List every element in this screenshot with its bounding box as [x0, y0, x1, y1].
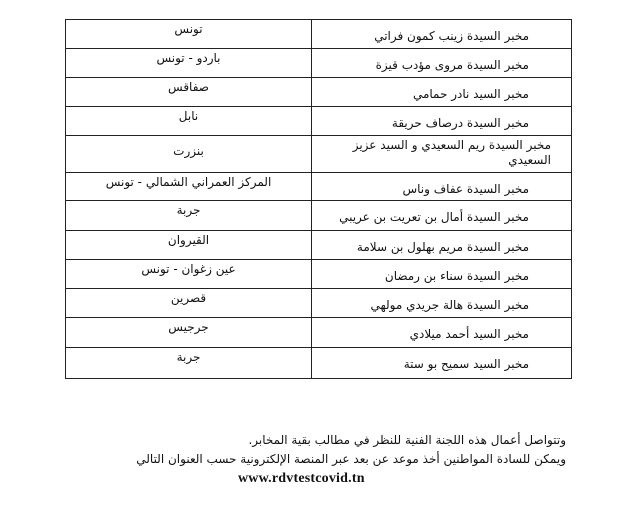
city-cell: نابل [66, 107, 312, 136]
table-row [66, 289, 572, 318]
lab-cell: مخبر السيدة عفاف وناس [312, 173, 572, 201]
lab-cell: مخبر السيدة هالة جريدي مولهي [312, 289, 572, 318]
note-appointment: ويمكن للسادة المواطنين أخذ موعد عن بعد عبر المنصة الإلكترونية حسب العنوان التالي [136, 452, 566, 466]
lab-cell: مخبر السيدة زينب كمون فراتي [312, 20, 572, 49]
table-row [66, 173, 572, 201]
labs-table-body [66, 20, 572, 379]
lab-cell: مخبر السيدة مريم بهلول بن سلامة [312, 231, 572, 260]
city-cell: صفاقس [66, 78, 312, 107]
city-cell: جربة [66, 201, 312, 231]
city-cell: قصرين [66, 289, 312, 318]
labs-table [65, 19, 572, 379]
lab-cell: مخبر السيدة أمال بن تعريت بن عريبي [312, 201, 572, 231]
website-link[interactable]: www.rdvtestcovid.tn [238, 471, 365, 486]
city-cell: باردو - تونس [66, 49, 312, 78]
lab-cell: مخبر السيدة سناء بن رمضان [312, 260, 572, 289]
city-cell: عين زغوان - تونس [66, 260, 312, 289]
lab-cell: مخبر السيد سميح بو ستة [312, 348, 572, 379]
table-row [66, 49, 572, 78]
lab-cell: مخبر السيدة مروى مؤدب قيزة [312, 49, 572, 78]
city-cell: المركز العمراني الشمالي - تونس [66, 173, 312, 201]
city-cell: جرجيس [66, 318, 312, 348]
table-row [66, 348, 572, 379]
lab-cell: مخبر السيد نادر حمامي [312, 78, 572, 107]
city-cell: تونس [66, 20, 312, 49]
lab-cell: مخبر السيدة ريم السعيدي و السيد عزيز السعيدي [312, 136, 572, 173]
table-row [66, 231, 572, 260]
table-row [66, 107, 572, 136]
table-row [66, 318, 572, 348]
table-row [66, 136, 572, 173]
lab-cell: مخبر السيدة درصاف حريقة [312, 107, 572, 136]
table-row [66, 260, 572, 289]
table-row [66, 201, 572, 231]
table-row [66, 78, 572, 107]
city-cell: بنزرت [66, 136, 312, 173]
lab-cell: مخبر السيد أحمد ميلادي [312, 318, 572, 348]
table-row [66, 20, 572, 49]
city-cell: جربة [66, 348, 312, 379]
note-continuation: وتتواصل أعمال هذه اللجنة الفنية للنظر في مطالب بقية المخابر. [248, 433, 566, 447]
city-cell: القيروان [66, 231, 312, 260]
